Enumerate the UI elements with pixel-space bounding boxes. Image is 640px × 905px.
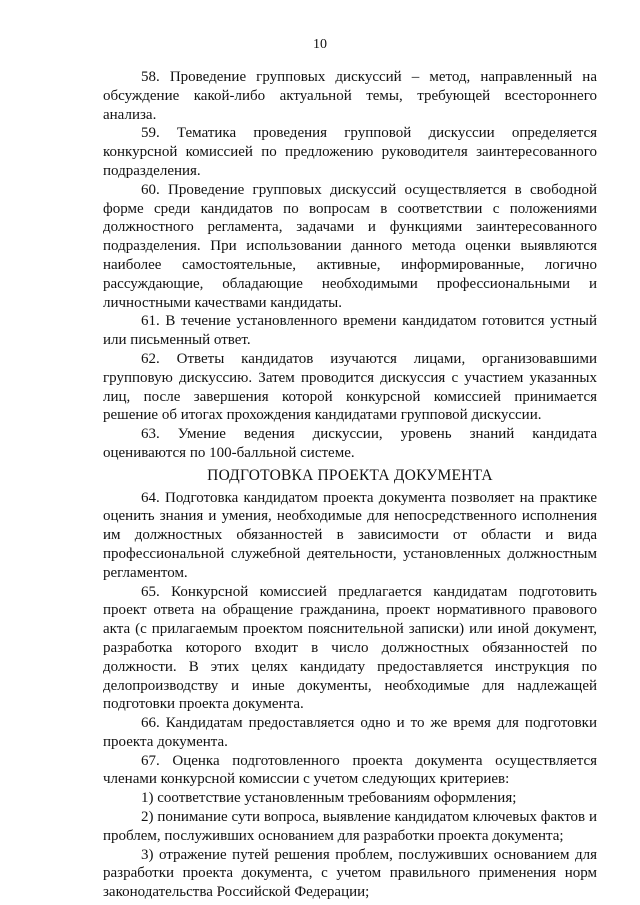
paragraph-66: 66. Кандидатам предоставляется одно и то же время для подготовки проекта документа. bbox=[103, 715, 597, 750]
document-body bbox=[103, 68, 597, 902]
criterion-1: 1) соответствие установленным требованиям оформления; bbox=[141, 790, 517, 807]
section-heading: ПОДГОТОВКА ПРОЕКТА ДОКУМЕНТА bbox=[207, 466, 493, 484]
paragraph-60: 60. Проведение групповых дискуссий осуществляется в свободной форме среди кандидатов по вопросам в соответствии с положениями должностного регламента, задачами и функциями заинтересованного подразделения. При использовании данного метода оценки выявляются наиболее самостоятельные, активные, информированные, логично рассуждающие, обладающие необходимыми профессиональными и личностными качествами кандидаты. bbox=[103, 181, 597, 311]
paragraph-63: 63. Умение ведения дискуссии, уровень знаний кандидата оцениваются по 100-балльной системе. bbox=[103, 426, 597, 461]
paragraph-58: 58. Проведение групповых дискуссий – метод, направленный на обсуждение какой-либо актуальной темы, требующей всестороннего анализа. bbox=[103, 69, 597, 123]
paragraph-61: 61. В течение установленного времени кандидатом готовится устный или письменный ответ. bbox=[103, 313, 597, 349]
criterion-3: 3) отражение путей решения проблем, послуживших основанием для разработки проекта документа, с учетом правильного применения норм законодательства Российской Федерации; bbox=[103, 846, 597, 901]
paragraph-62: 62. Ответы кандидатов изучаются лицами, организовавшими групповую дискуссию. Затем проводится дискуссия с участием указанных лиц, после завершения которой конкурсной комиссией принимается решение об итогах прохождения кандидатами групповой дискуссии. bbox=[103, 350, 597, 424]
paragraph-59: 59. Тематика проведения групповой дискуссии определяется конкурсной комиссией по предложению руководителя заинтересованного подразделения. bbox=[103, 125, 597, 179]
criterion-2: 2) понимание сути вопроса, выявление кандидатом ключевых фактов и проблем, послуживших основанием для разработки проекта документа; bbox=[103, 809, 597, 844]
paragraph-65: 65. Конкурсной комиссией предлагается кандидатам подготовить проект ответа на обращение гражданина, проект нормативного правового акта (с прилагаемым проектом пояснительной записки) или иной документ, разработка которого входит в число должностных обязанностей по должности. В этих целях кандидату предоставляется инструкция по делопроизводству и иные документы, необходимые для надлежащей подготовки проекта документа. bbox=[103, 583, 597, 713]
paragraph-67: 67. Оценка подготовленного проекта документа осуществляется членами конкурсной комиссии с учетом следующих критериев: bbox=[103, 752, 597, 788]
page-number: 10 bbox=[313, 37, 327, 52]
paragraph-64: 64. Подготовка кандидатом проекта документа позволяет на практике оценить знания и умения, необходимые для непосредственного исполнения им должностных обязанностей в зависимости от области и вида профессиональной служебной деятельности, установленных должностным регламентом. bbox=[103, 489, 597, 581]
